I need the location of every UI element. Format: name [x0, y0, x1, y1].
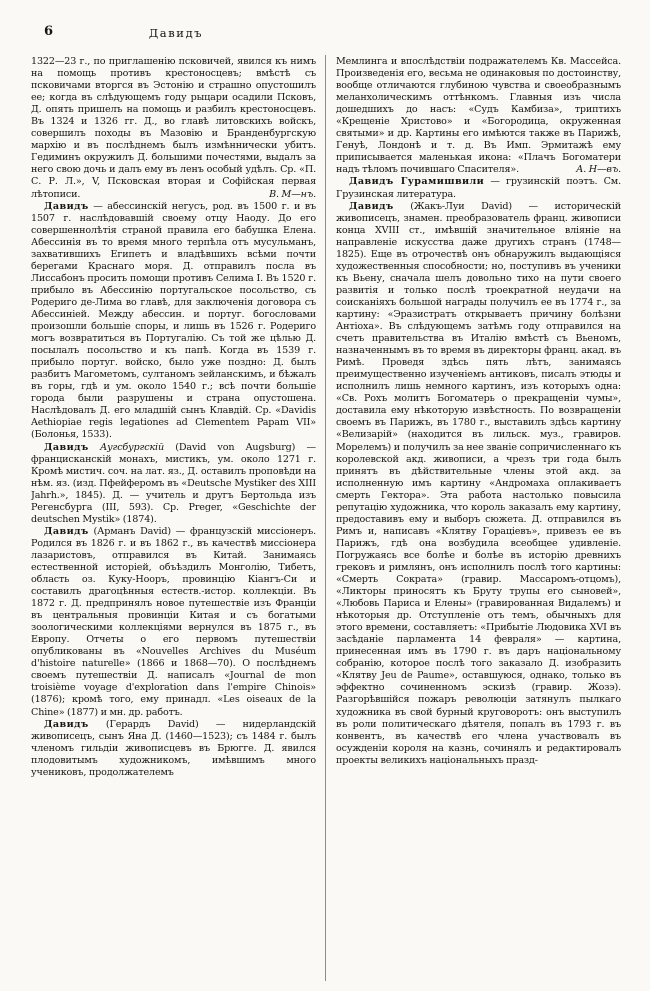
paragraph-text: 1322—23 г., по приглашенію псковичей, явился къ нимъ на помощь противъ крестоносцевъ; вмѣстѣ съ псковичами вторгся въ Эстонію и страшно опустошилъ ее; когда въ слѣдующемъ году рыцари осадили Псковъ, Д. опять пришелъ на помощь и разбилъ крестоносцевъ. Въ 1324 и 1326 гг. Д., во главѣ литовскихъ войскъ, совершилъ походы въ Мазовію и Бранденбургскую мархію и въ послѣднемъ былъ измѣннически убитъ. Гедиминъ окружилъ Д. большими почестями, выдалъ за него свою дочь и далъ ему въ ленъ особый удѣлъ. Ср. «П. С. Р. Л.», V, Псковская вторая и Софійская первая лѣтописи. — [31, 56, 316, 200]
paragraph-text: (David von Augsburg) — францисканскій монахъ, мистикъ, ум. около 1271 г. Кромѣ мистич. соч. на лат. яз., Д. оставилъ проповѣди на нѣм. яз. (изд. Пфейферомъ въ «Deutsche Mystiker des XIII Jahrh.», 1845). Д. — учитель и другъ Бертольда изъ Регенсбурга (III, 593). Ср. Preger, «Geschichte der deutschen Mystik» (1874). — [31, 441, 316, 525]
entry-headword: Давидъ — [44, 525, 89, 537]
paragraph-text: (Герардъ David) — нидерландскій живописецъ, сынъ Яна Д. (1460—1523); съ 1484 г. былъ членомъ гильдіи живописцевъ въ Брюгге. Д. явился плодовитымъ художникомъ, имѣвшимъ много учениковъ, продолжателемъ — [31, 718, 316, 778]
running-title: Давидъ — [148, 26, 204, 40]
paragraph-text: (Жакъ-Луи David) — историческій живописецъ, знамен. преобразователь франц. живописи конца XVIII ст., имѣвшій значительное вліяніе на направленіе искусства даже другихъ странъ (1748—1825). Еще въ отрочествѣ онъ обнаружилъ выдающіяся художественныя способности; но, поступивъ въ ученики къ Вьену, сначала шелъ довольно тихо на пути своего развитія и только послѣ троекратной неудачи на соисканіяхъ большой награды получилъ ее въ 1774 г., за картину: «Эразистратъ открываетъ причину болѣзни Антіоха». Въ слѣдующемъ затѣмъ году отправился на счетъ правительства въ Италію вмѣстѣ съ Вьеномъ, назначеннымъ въ то время въ директоры франц. акад. въ Римѣ. Проведя здѣсь пять лѣтъ, занимаясь преимущественно изученіемъ антиковъ, писалъ этюды и исполнилъ лишь немного картинъ, изъ которыхъ одна: «Св. Рохъ молитъ Богоматерь о прекращеніи чумы», доставила ему нѣкоторую извѣстность. По возвращеніи своемъ въ Парижъ, въ 1780 г., выставилъ здѣсь картину «Велизарій» (находится въ лильск. муз., гравиров. Морелемъ) и получилъ за нее званіе сопричисленнаго къ королевской акд. живописи, а чрезъ три года былъ принятъ въ дѣйствительные члены этой акд. за исполненную имъ картину «Андромаха оплакиваетъ смерть Гектора». Эта работа настолько повысила репутацію художника, что король заказалъ ему картину, предоставивъ ему и выборъ сюжета. Д. отправился въ Римъ и, написавъ «Клятву Гораціевъ», привезъ ее въ Парижъ, гдѣ она возбудила всеобщее удивленіе. Погружаясь все болѣе и болѣе въ исторію древнихъ грековъ и римлянъ, онъ исполнилъ послѣ того картины: «Смерть Сократа» (гравир. Массаромъ-отцомъ), «Ликторы приносятъ къ Бруту трупы его сыновей», «Любовь Париса и Елены» (гравированная Видалемъ) и нѣкоторыя др. Отступленіе отъ темъ, обычныхъ для этого времени, составляетъ: «Прибытіе Людовика XVI въ засѣданіе парламента 14 февраля» — картина, принесенная имъ въ 1790 г. въ даръ національному собранію, которое послѣ того заказало Д. изобразить «Клятву Jeu de Paume», оставшуюся, однако, только въ эффектно сочиненномъ эскизѣ (гравир. Жозэ). Разгорѣвшійся пожаръ революціи затянулъ пылкаго художника въ свой бурный круговоротъ: онъ выступилъ въ роли политическаго дѣятеля, попалъ въ 1793 г. въ конвентъ, въ качествѣ его члена участвовалъ въ осужденіи короля на казнь, сочинялъ и редактировалъ проекты великихъ національныхъ празд- — [336, 200, 621, 766]
entry-paragraph — [336, 176, 621, 200]
entry-paragraph — [31, 719, 316, 779]
entry-paragraph — [31, 442, 316, 526]
entry-paragraph — [31, 526, 316, 719]
paragraph-text: Мемлинга и впослѣдствіи подражателемъ Кв. Массейса. Произведенія его, весьма не одинаковыя по достоинству, вообще отличаются глубиною чувства и своеобразнымъ меланхолическимъ оттѣнкомъ. Главныя изъ числа дошедшихъ до насъ: «Судъ Камбиза», триптихъ «Крещеніе Христово» и «Богородица, окруженная святыми» и др. Картины его имѣются также въ Парижѣ, Генуѣ, Лондонѣ и т. д. Въ Имп. Эрмитажѣ ему приписывается маленькая икона: «Плачъ Богоматери надъ тѣломъ почившаго Спасителя». — [336, 56, 621, 176]
entry-subhead: Аугсбургскій — [88, 441, 164, 453]
entry-headword: Давидъ — [44, 200, 89, 212]
author-signature: А. Н—въ. — [576, 164, 621, 176]
paragraph-text: (Арманъ David) — французскій миссіонеръ. Родился въ 1826 г. и въ 1862 г., въ качествѣ миссіонера лазаристовъ, отправился въ Китай. Занимаясь естественной исторіей, объѣздилъ Монголію, Тибетъ, область оз. Куку-Нооръ, провинцію Кіангъ-Си и составилъ драгоцѣнныя естеств.-истор. коллекціи. Въ 1872 г. Д. предпринялъ новое путешествіе изъ Франціи въ центральныя провинціи Китая и съ богатыми зоологическими коллекціями вернулся въ 1875 г., въ Европу. Отчеты о его первомъ путешествіи опубликованы въ «Nouvelles Archives du Muséum d'histoire naturelle» (1866 и 1868—70). О послѣднемъ своемъ путешествіи Д. написалъ «Journal de mon troisième voyage d'exploration dans l'empire Chinois» (1876); кромѣ того, ему принадл. «Les oiseaux de la Chine» (1877) и мн. др. работъ. — [31, 525, 316, 718]
continuation-paragraph — [336, 56, 621, 176]
entry-headword: Давидъ — [44, 441, 89, 453]
entry-headword: Давидъ Гурамишвили — [349, 176, 485, 188]
entry-headword: Давидъ — [44, 718, 89, 730]
paragraph-text: — абессинскій негусъ, род. въ 1500 г. и въ 1507 г. наслѣдовавшій своему отцу Наоду. До его совершеннолѣтія страной правила его бабушка Елена. Абессинія въ то время много терпѣла отъ мусульманъ, захватившихъ Египетъ и владѣвшихъ всѣми почти берегами Краснаго моря. Д. отправилъ посла въ Лиссабонъ просить помощи противъ Селима I. Въ 1520 г. прибыло въ Абессинію португальское посольство, съ Родериго де-Лима во главѣ, для заключенія договора съ Абессиніей. Между абессин. и португ. богословами произошли большіе споры, и лишь въ 1526 г. Родериго могъ возвратиться въ Португалію. Съ той же цѣлью Д. посылалъ посольство и къ папѣ. Когда въ 1539 г. прибыло португ. войско, было уже поздно: Д. былъ разбитъ Магометомъ, султаномъ зейланскимъ, и бѣжалъ въ горы, гдѣ и ум. около 1540 г.; всѣ почти большіе города были разрушены и страна опустошена. Наслѣдовалъ Д. его младшій сынъ Клавдій. Ср. «Davidis Aethiopiae regis legationes ad Clementem Papam VII» (Болонья, 1533). — [31, 200, 316, 441]
continuation-paragraph — [31, 56, 316, 201]
column-right — [336, 56, 621, 982]
paragraph-text: — грузинскій поэтъ. См. Грузинская литература. — [336, 176, 621, 200]
entry-headword: Давидъ — [349, 200, 394, 212]
page-number: 6 — [44, 24, 54, 39]
column-left — [31, 56, 316, 982]
text-columns — [31, 56, 621, 982]
entry-paragraph — [31, 201, 316, 442]
entry-paragraph — [336, 201, 621, 767]
author-signature: В. М—нъ. — [269, 188, 316, 200]
